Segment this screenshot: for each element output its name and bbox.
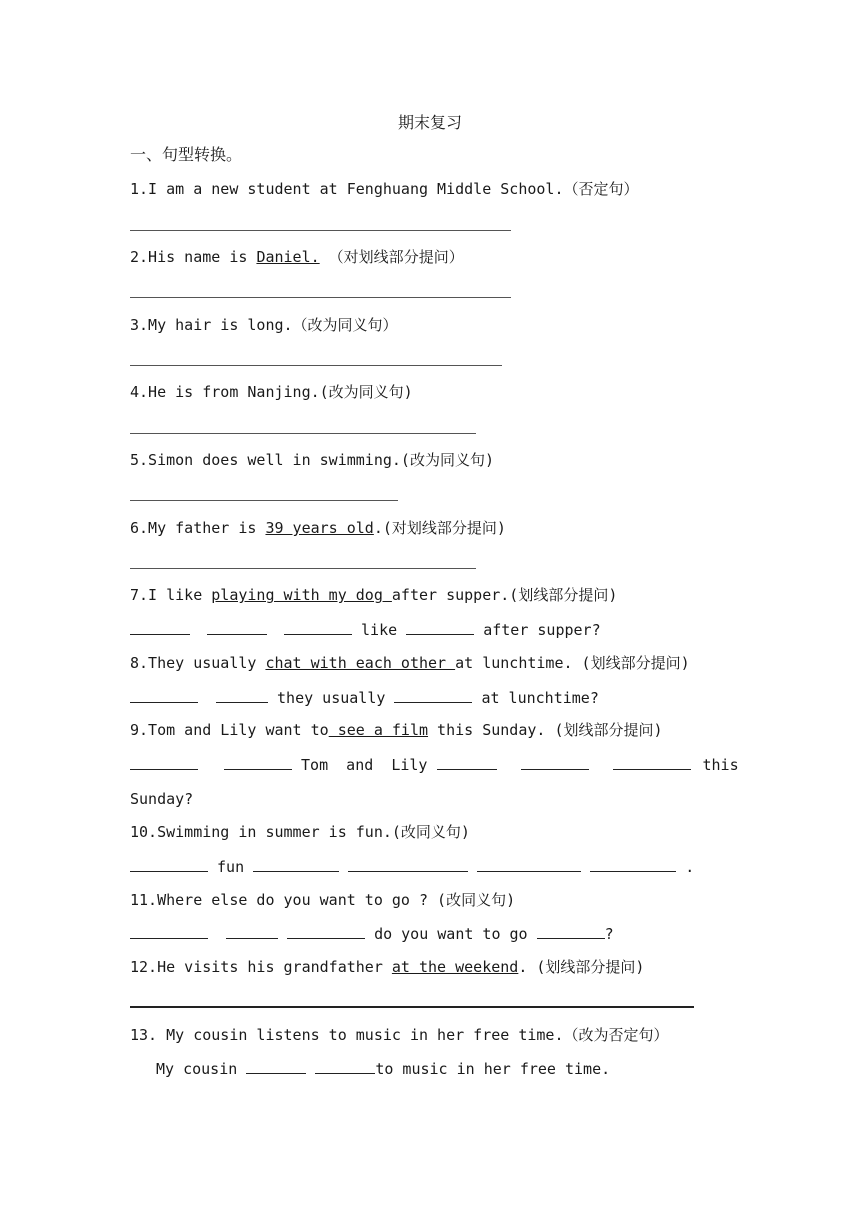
blank[interactable] <box>348 857 468 872</box>
blank[interactable] <box>590 857 676 872</box>
answer-row-7: like after supper? <box>130 620 601 640</box>
blank[interactable] <box>437 755 497 770</box>
blank[interactable] <box>315 1059 375 1074</box>
answer-line-4[interactable] <box>130 433 476 434</box>
question-13: 13. My cousin listens to music in her free time.（改为否定句） <box>130 1026 669 1044</box>
question-12: 12.He visits his grandfather at the weekend. (划线部分提问) <box>130 958 645 976</box>
question-2: 2.His name is Daniel. （对划线部分提问） <box>130 248 464 266</box>
question-1: 1.I am a new student at Fenghuang Middle School.（否定句） <box>130 180 639 198</box>
question-5: 5.Simon does well in swimming.(改为同义句) <box>130 451 494 469</box>
answer-row-13: My cousin to music in her free time. <box>156 1060 611 1078</box>
underlined-phrase: Daniel. <box>256 248 320 266</box>
answer-line-6[interactable] <box>130 568 476 569</box>
answer-line-1[interactable] <box>130 230 511 231</box>
blank[interactable] <box>287 924 365 939</box>
blank[interactable] <box>394 688 472 703</box>
answer-row-9-cont: Sunday? <box>130 790 194 808</box>
blank[interactable] <box>253 857 339 872</box>
question-6: 6.My father is 39 years old.(对划线部分提问) <box>130 519 506 537</box>
blank[interactable] <box>130 688 198 703</box>
blank[interactable] <box>216 688 268 703</box>
question-3: 3.My hair is long.（改为同义句） <box>130 316 398 334</box>
question-10: 10.Swimming in summer is fun.(改同义句) <box>130 823 470 841</box>
answer-line-2[interactable] <box>130 297 511 298</box>
underlined-phrase: chat with each other <box>265 654 456 672</box>
underlined-phrase: at the weekend <box>391 958 519 976</box>
section-heading: 一、句型转换。 <box>130 145 243 164</box>
blank[interactable] <box>207 620 267 635</box>
answer-row-11: do you want to go ? <box>130 924 614 944</box>
page-title: 期末复习 <box>397 113 462 132</box>
blank[interactable] <box>224 755 292 770</box>
answer-line-12[interactable] <box>130 1006 694 1008</box>
blank[interactable] <box>130 755 198 770</box>
blank[interactable] <box>613 755 691 770</box>
blank[interactable] <box>130 620 190 635</box>
blank[interactable] <box>406 620 474 635</box>
blank[interactable] <box>284 620 352 635</box>
answer-row-9: Tom and Lily this <box>130 755 739 775</box>
blank[interactable] <box>246 1059 306 1074</box>
underlined-phrase: 39 years old <box>265 519 374 537</box>
blank[interactable] <box>130 924 208 939</box>
underlined-phrase: see a film <box>328 721 429 739</box>
answer-row-8: they usually at lunchtime? <box>130 688 599 708</box>
blank[interactable] <box>477 857 581 872</box>
answer-line-5[interactable] <box>130 500 398 501</box>
question-11: 11.Where else do you want to go ? (改同义句) <box>130 891 516 909</box>
underlined-phrase: playing with my dog <box>211 586 392 604</box>
blank[interactable] <box>521 755 589 770</box>
blank[interactable] <box>130 857 208 872</box>
question-8: 8.They usually chat with each other at lunchtime. (划线部分提问) <box>130 654 690 672</box>
blank[interactable] <box>537 924 605 939</box>
answer-row-10: fun . <box>130 857 694 877</box>
question-7: 7.I like playing with my dog after supper.(划线部分提问) <box>130 586 618 604</box>
answer-line-3[interactable] <box>130 365 502 366</box>
question-4: 4.He is from Nanjing.(改为同义句) <box>130 383 413 401</box>
blank[interactable] <box>226 924 278 939</box>
question-9: 9.Tom and Lily want to see a film this Sunday. (划线部分提问) <box>130 721 663 739</box>
